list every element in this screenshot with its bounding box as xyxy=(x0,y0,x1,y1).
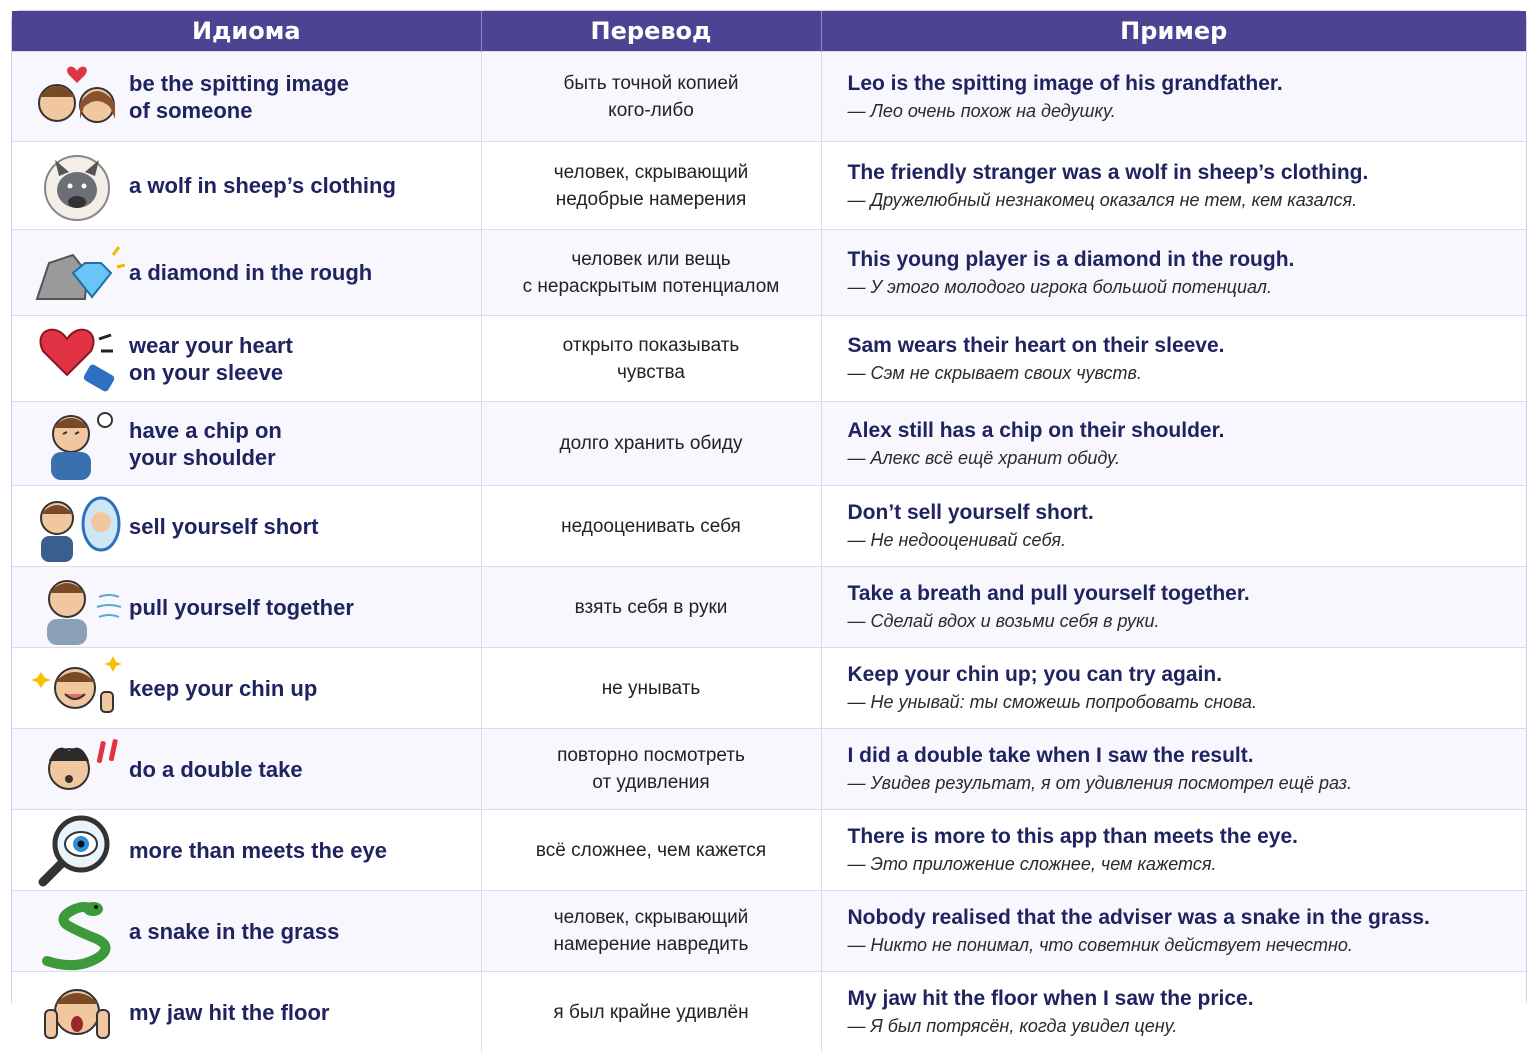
example-cell xyxy=(821,230,1526,316)
example-english: I did a double take when I saw the result. xyxy=(848,742,1527,770)
idiom-cell xyxy=(12,402,481,486)
idiom-text: my jaw hit the floor xyxy=(72,999,429,1026)
example-cell xyxy=(821,810,1526,891)
example-english: Alex still has a chip on their shoulder. xyxy=(848,417,1527,445)
example-english: The friendly stranger was a wolf in sheep’s clothing. xyxy=(848,159,1527,187)
idioms-table xyxy=(12,11,1526,1052)
idiom-text: sell yourself short xyxy=(72,513,429,540)
translation-text: человек, скрывающий недобрые намерения xyxy=(481,142,821,230)
idiom-text: keep your chin up xyxy=(72,675,429,702)
translation-text: человек или вещь с нераскрытым потенциалом xyxy=(481,230,821,316)
translation-text: повторно посмотреть от удивления xyxy=(481,729,821,810)
idiom-cell xyxy=(12,230,481,316)
idioms-table-card xyxy=(11,10,1527,1010)
example-english: My jaw hit the floor when I saw the price. xyxy=(848,985,1527,1013)
table-row xyxy=(12,729,1526,810)
example-cell xyxy=(821,648,1526,729)
idiom-cell xyxy=(12,891,481,972)
table-row xyxy=(12,891,1526,972)
header-example: Пример xyxy=(821,11,1526,52)
example-english: Don’t sell yourself short. xyxy=(848,499,1527,527)
example-russian: — Не унывай: ты сможешь попробовать снова. xyxy=(848,689,1527,715)
translation-text: человек, скрывающий намерение навредить xyxy=(481,891,821,972)
translation-text: взять себя в руки xyxy=(481,567,821,648)
translation-text: быть точной копией кого-либо xyxy=(481,52,821,142)
table-row xyxy=(12,486,1526,567)
example-cell xyxy=(821,567,1526,648)
idiom-text: have a chip on your shoulder xyxy=(72,417,429,471)
example-english: Leo is the spitting image of his grandfather. xyxy=(848,70,1527,98)
idiom-text: do a double take xyxy=(72,756,429,783)
table-row xyxy=(12,972,1526,1052)
example-english: Sam wears their heart on their sleeve. xyxy=(848,332,1527,360)
example-russian: — У этого молодого игрока большой потенциал. xyxy=(848,274,1527,300)
translation-text: недооценивать себя xyxy=(481,486,821,567)
example-russian: — Дружелюбный незнакомец оказался не тем, кем казался. xyxy=(848,187,1527,213)
header-translation: Перевод xyxy=(481,11,821,52)
table-row xyxy=(12,810,1526,891)
example-english: Take a breath and pull yourself together. xyxy=(848,580,1527,608)
idiom-text: more than meets the eye xyxy=(72,837,429,864)
table-header-row xyxy=(12,11,1526,52)
translation-text: долго хранить обиду xyxy=(481,402,821,486)
idiom-text: pull yourself together xyxy=(72,594,429,621)
example-cell xyxy=(821,316,1526,402)
example-cell xyxy=(821,729,1526,810)
example-english: Nobody realised that the adviser was a snake in the grass. xyxy=(848,904,1527,932)
idiom-cell xyxy=(12,810,481,891)
example-cell xyxy=(821,52,1526,142)
example-english: Keep your chin up; you can try again. xyxy=(848,661,1527,689)
example-russian: — Сэм не скрывает своих чувств. xyxy=(848,360,1527,386)
idiom-text: be the spitting image of someone xyxy=(72,70,429,124)
header-idiom: Идиома xyxy=(12,11,481,52)
example-russian: — Не недооценивай себя. xyxy=(848,527,1527,553)
example-cell xyxy=(821,142,1526,230)
idiom-cell xyxy=(12,972,481,1052)
example-cell xyxy=(821,972,1526,1052)
idiom-cell xyxy=(12,567,481,648)
idiom-text: a snake in the grass xyxy=(72,918,429,945)
example-cell xyxy=(821,891,1526,972)
example-russian: — Я был потрясён, когда увидел цену. xyxy=(848,1013,1527,1039)
example-english: There is more to this app than meets the eye. xyxy=(848,823,1527,851)
idiom-cell xyxy=(12,648,481,729)
table-row xyxy=(12,316,1526,402)
translation-text: я был крайне удивлён xyxy=(481,972,821,1052)
table-row xyxy=(12,567,1526,648)
example-cell xyxy=(821,402,1526,486)
example-russian: — Лео очень похож на дедушку. xyxy=(848,98,1527,124)
idiom-cell xyxy=(12,52,481,142)
example-russian: — Алекс всё ещё хранит обиду. xyxy=(848,445,1527,471)
idiom-cell xyxy=(12,142,481,230)
example-cell xyxy=(821,486,1526,567)
table-row xyxy=(12,402,1526,486)
translation-text: не унывать xyxy=(481,648,821,729)
translation-text: всё сложнее, чем кажется xyxy=(481,810,821,891)
example-russian: — Никто не понимал, что советник действует нечестно. xyxy=(848,932,1527,958)
idiom-text: wear your heart on your sleeve xyxy=(72,332,429,386)
example-russian: — Увидев результат, я от удивления посмотрел ещё раз. xyxy=(848,770,1527,796)
idiom-cell xyxy=(12,316,481,402)
translation-text: открыто показывать чувства xyxy=(481,316,821,402)
table-row xyxy=(12,648,1526,729)
table-row xyxy=(12,142,1526,230)
example-russian: — Это приложение сложнее, чем кажется. xyxy=(848,851,1527,877)
idiom-text: a diamond in the rough xyxy=(72,259,429,286)
idiom-cell xyxy=(12,729,481,810)
idiom-text: a wolf in sheep’s clothing xyxy=(72,172,429,199)
table-row xyxy=(12,230,1526,316)
idiom-cell xyxy=(12,486,481,567)
example-russian: — Сделай вдох и возьми себя в руки. xyxy=(848,608,1527,634)
example-english: This young player is a diamond in the rough. xyxy=(848,246,1527,274)
table-row xyxy=(12,52,1526,142)
